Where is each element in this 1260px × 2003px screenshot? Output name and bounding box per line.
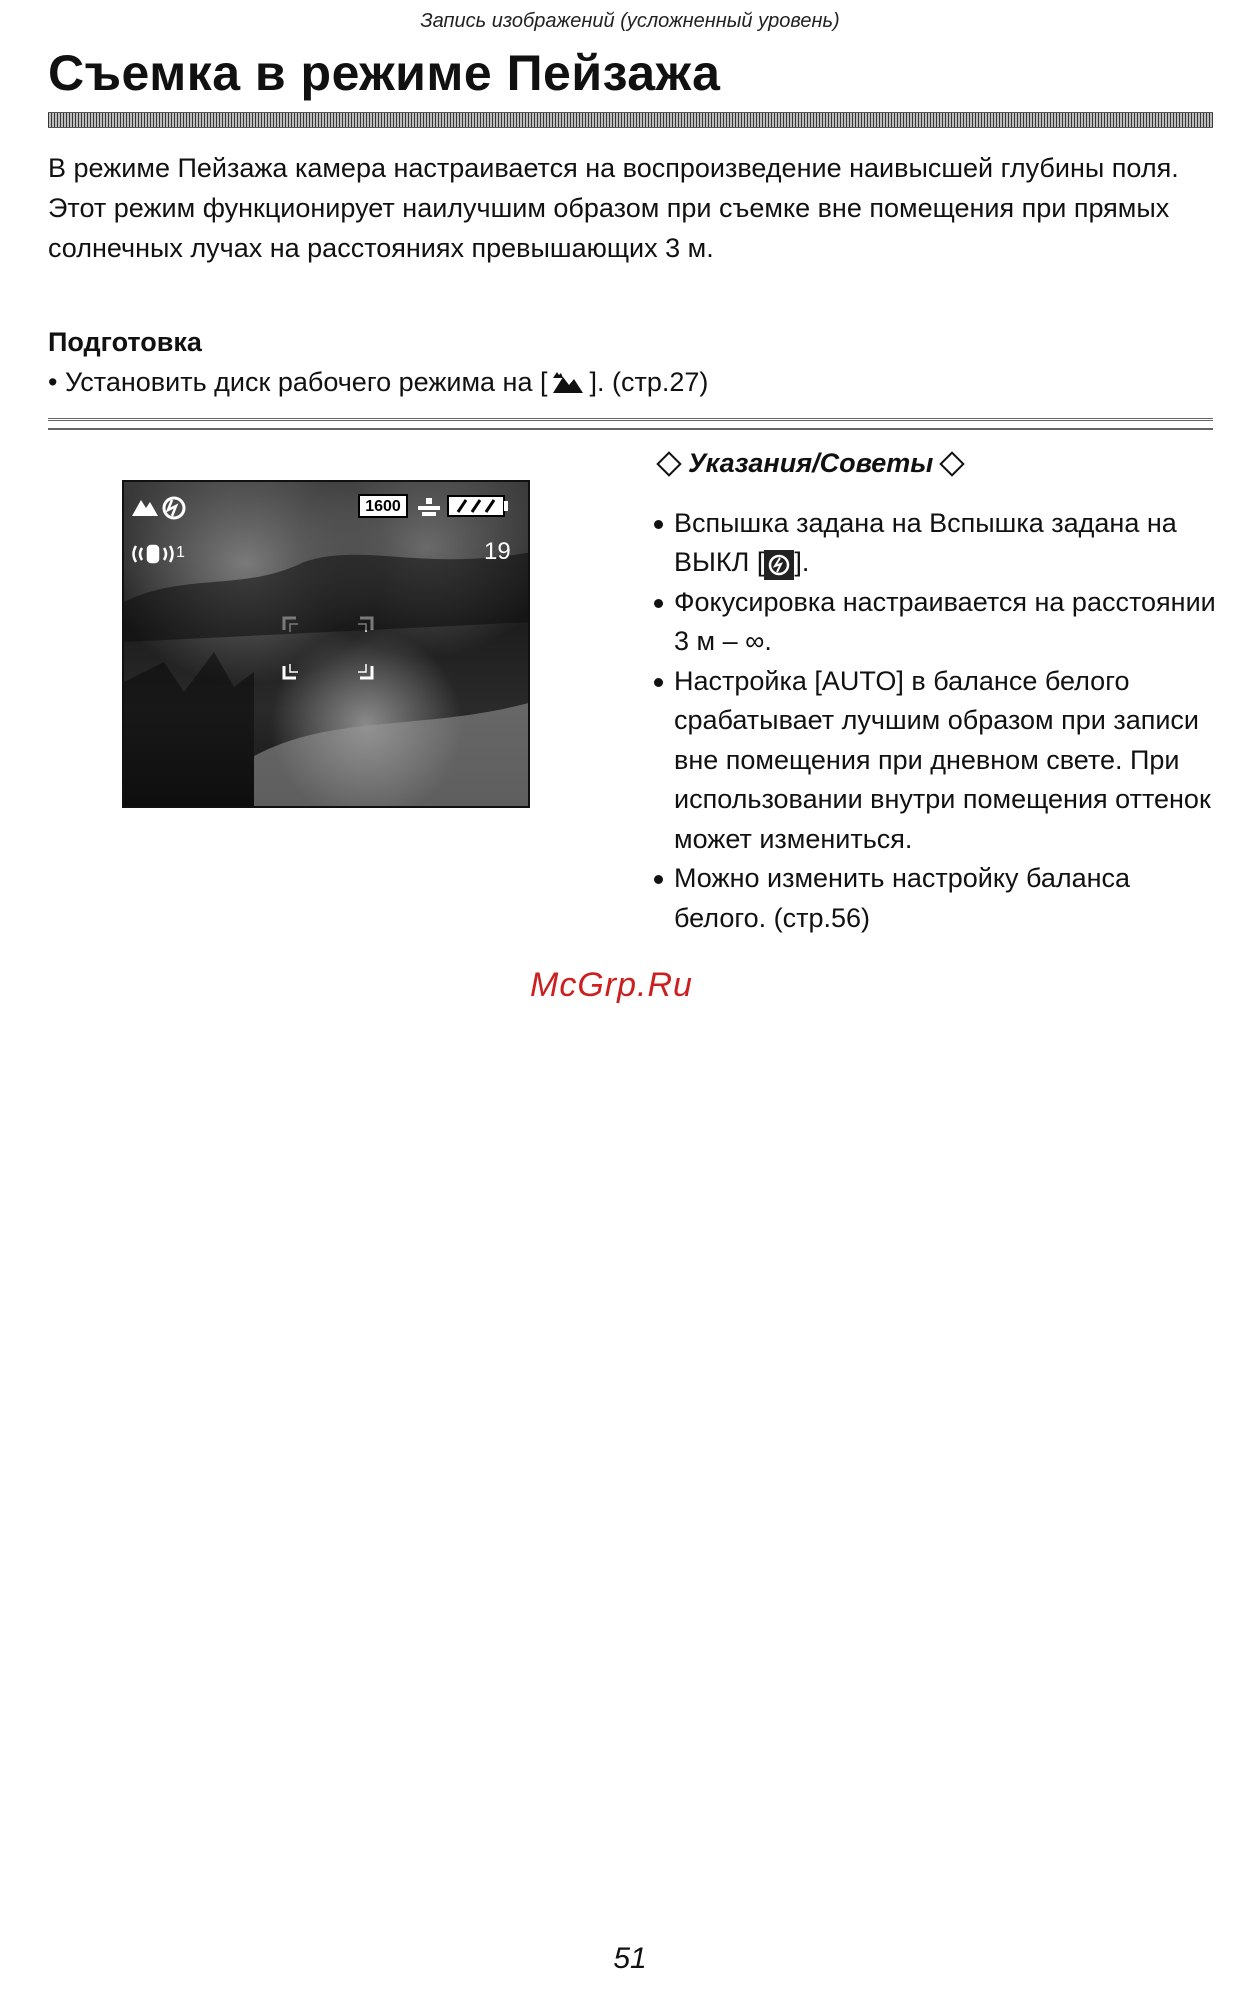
tips-section [650, 444, 1220, 938]
tips-heading-text: Указания/Советы [688, 448, 934, 478]
lcd-overlay [124, 482, 530, 808]
preparation-section [48, 322, 1213, 402]
tips-heading [650, 444, 1220, 484]
intro-paragraph-1: В режиме Пейзажа камера настраивается на воспроизведение наивысшей глубины поля. [48, 153, 1179, 183]
lcd-flash-off-icon [164, 498, 184, 518]
tip-1-after: ]. [794, 547, 810, 577]
lcd-white-balance-icon [418, 498, 440, 516]
page-number: 51 [613, 1942, 647, 1975]
lcd-stabilizer-mode: 1 [176, 544, 185, 561]
lcd-battery-icon [448, 496, 508, 516]
lcd-shots-remaining: 19 [484, 538, 511, 565]
list-item [650, 504, 1220, 583]
list-item: Фокусировка настраивается на расстоянии 3 м – ∞. [650, 583, 1220, 662]
flash-off-icon [764, 550, 794, 580]
lcd-landscape-icon [132, 500, 158, 516]
lcd-screen-image [122, 480, 530, 808]
section-note: Запись изображений (усложненный уровень) [420, 10, 840, 32]
list-item: Настройка [AUTO] в балансе белого срабатывает лучшим образом при записи вне помещения при дневном свете. При использовании внутри помещения оттенок может измениться. [650, 662, 1220, 860]
section-divider [48, 418, 1213, 430]
diamond-icon [940, 451, 965, 476]
preparation-item [48, 362, 1213, 402]
preparation-item-prefix: • Установить диск рабочего режима на [ [48, 367, 548, 397]
lcd-iso-badge: 1600 [358, 494, 408, 518]
preparation-item-suffix: ]. (стр.27) [589, 367, 709, 397]
page-title: Съемка в режиме Пейзажа [48, 45, 721, 101]
tips-list [650, 504, 1220, 939]
lcd-stabilizer-icon [134, 546, 173, 562]
title-rule [48, 112, 1213, 128]
preparation-heading: Подготовка [48, 327, 202, 357]
watermark: McGrp.Ru [530, 966, 693, 1004]
list-item: Можно изменить настройку баланса белого. (стр.56) [650, 859, 1220, 938]
intro-text [48, 148, 1213, 268]
lcd-scenery [124, 552, 530, 808]
tip-1-before: Вспышка задана на Вспышка задана на ВЫКЛ [ [674, 507, 1177, 577]
intro-paragraph-2: Этот режим функционирует наилучшим образом при съемке вне помещения при прямых солнечных лучах на расстояниях превышающих 3 м. [48, 193, 1170, 263]
diamond-icon [656, 451, 681, 476]
landscape-mode-icon [551, 369, 585, 395]
